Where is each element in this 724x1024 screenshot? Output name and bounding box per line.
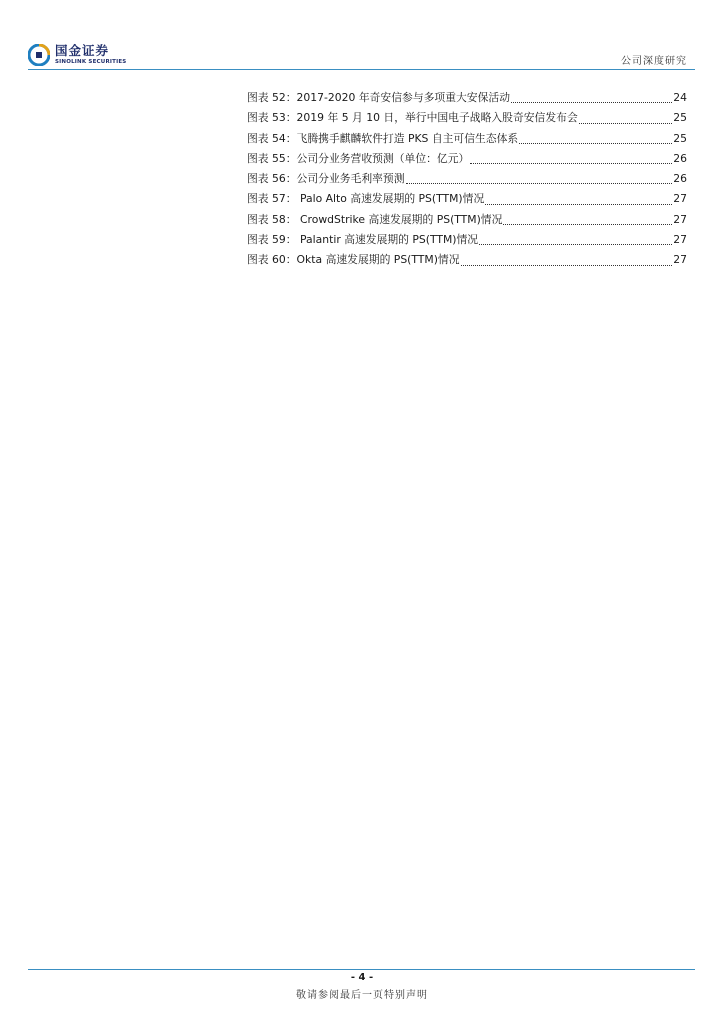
toc-entry-label: 图表 59： Palantir 高速发展期的 PS(TTM)情况 — [247, 233, 479, 247]
toc-entry-page: 25 — [673, 131, 687, 145]
toc-entry-page: 27 — [673, 233, 687, 247]
toc-leader-dots — [519, 142, 672, 144]
toc-entry[interactable] — [247, 189, 687, 209]
toc-entry-label: 图表 52：2017-2020 年奇安信参与多项重大安保活动 — [247, 91, 510, 104]
toc-entry-page: 25 — [673, 111, 687, 125]
toc-entry[interactable] — [247, 250, 687, 270]
sinolink-logo-icon — [28, 44, 50, 66]
page-number: - 4 - — [350, 972, 374, 983]
toc-entry-label: 图表 56：公司分业务毛利率预测 — [247, 172, 405, 186]
toc-entry-page: 27 — [673, 253, 687, 267]
toc-entry[interactable] — [247, 129, 687, 149]
toc-entry[interactable] — [247, 88, 687, 108]
toc-entry[interactable] — [247, 210, 687, 230]
toc-leader-dots — [511, 101, 672, 103]
toc-leader-dots — [406, 182, 673, 184]
logo-chinese-name: 国金证券 — [55, 43, 110, 58]
report-type: 公司深度研究 — [621, 56, 687, 67]
toc-leader-dots — [485, 203, 672, 205]
disclaimer-note: 敬请参阅最后一页特别声明 — [296, 990, 428, 1001]
toc-entry-page: 26 — [673, 172, 687, 186]
footer-divider — [28, 969, 695, 970]
toc-entry-label: 图表 60：Okta 高速发展期的 PS(TTM)情况 — [247, 253, 460, 267]
toc-entry-label: 图表 54：飞腾携手麒麟软件打造 PKS 自主可信生态体系 — [247, 131, 519, 145]
toc-leader-dots — [479, 243, 672, 245]
toc-entry-label: 图表 57： Palo Alto 高速发展期的 PS(TTM)情况 — [247, 192, 485, 206]
header-divider — [28, 69, 695, 70]
toc-leader-dots — [579, 122, 673, 124]
toc-entry[interactable] — [247, 169, 687, 189]
toc-leader-dots — [503, 223, 672, 225]
toc-entry[interactable] — [247, 149, 687, 169]
toc-entry-label: 图表 53：2019 年 5 月 10 日，举行中国电子战略入股奇安信发布会 — [247, 111, 578, 125]
toc-entry[interactable] — [247, 108, 687, 128]
toc-leader-dots — [470, 162, 672, 164]
toc-entry-page: 27 — [673, 212, 687, 226]
toc-entry-page: 24 — [673, 91, 687, 104]
toc-entry[interactable] — [247, 230, 687, 250]
toc-entry-page: 26 — [673, 151, 687, 165]
company-logo — [28, 42, 126, 68]
figure-list — [247, 88, 687, 271]
toc-entry-label: 图表 58： CrowdStrike 高速发展期的 PS(TTM)情况 — [247, 212, 503, 226]
toc-leader-dots — [461, 264, 673, 266]
page-header — [0, 0, 724, 72]
logo-english-name: SINOLINK SECURITIES — [55, 58, 127, 65]
toc-entry-page: 27 — [673, 192, 687, 206]
toc-entry-label: 图表 55：公司分业务营收预测（单位：亿元） — [247, 151, 470, 165]
